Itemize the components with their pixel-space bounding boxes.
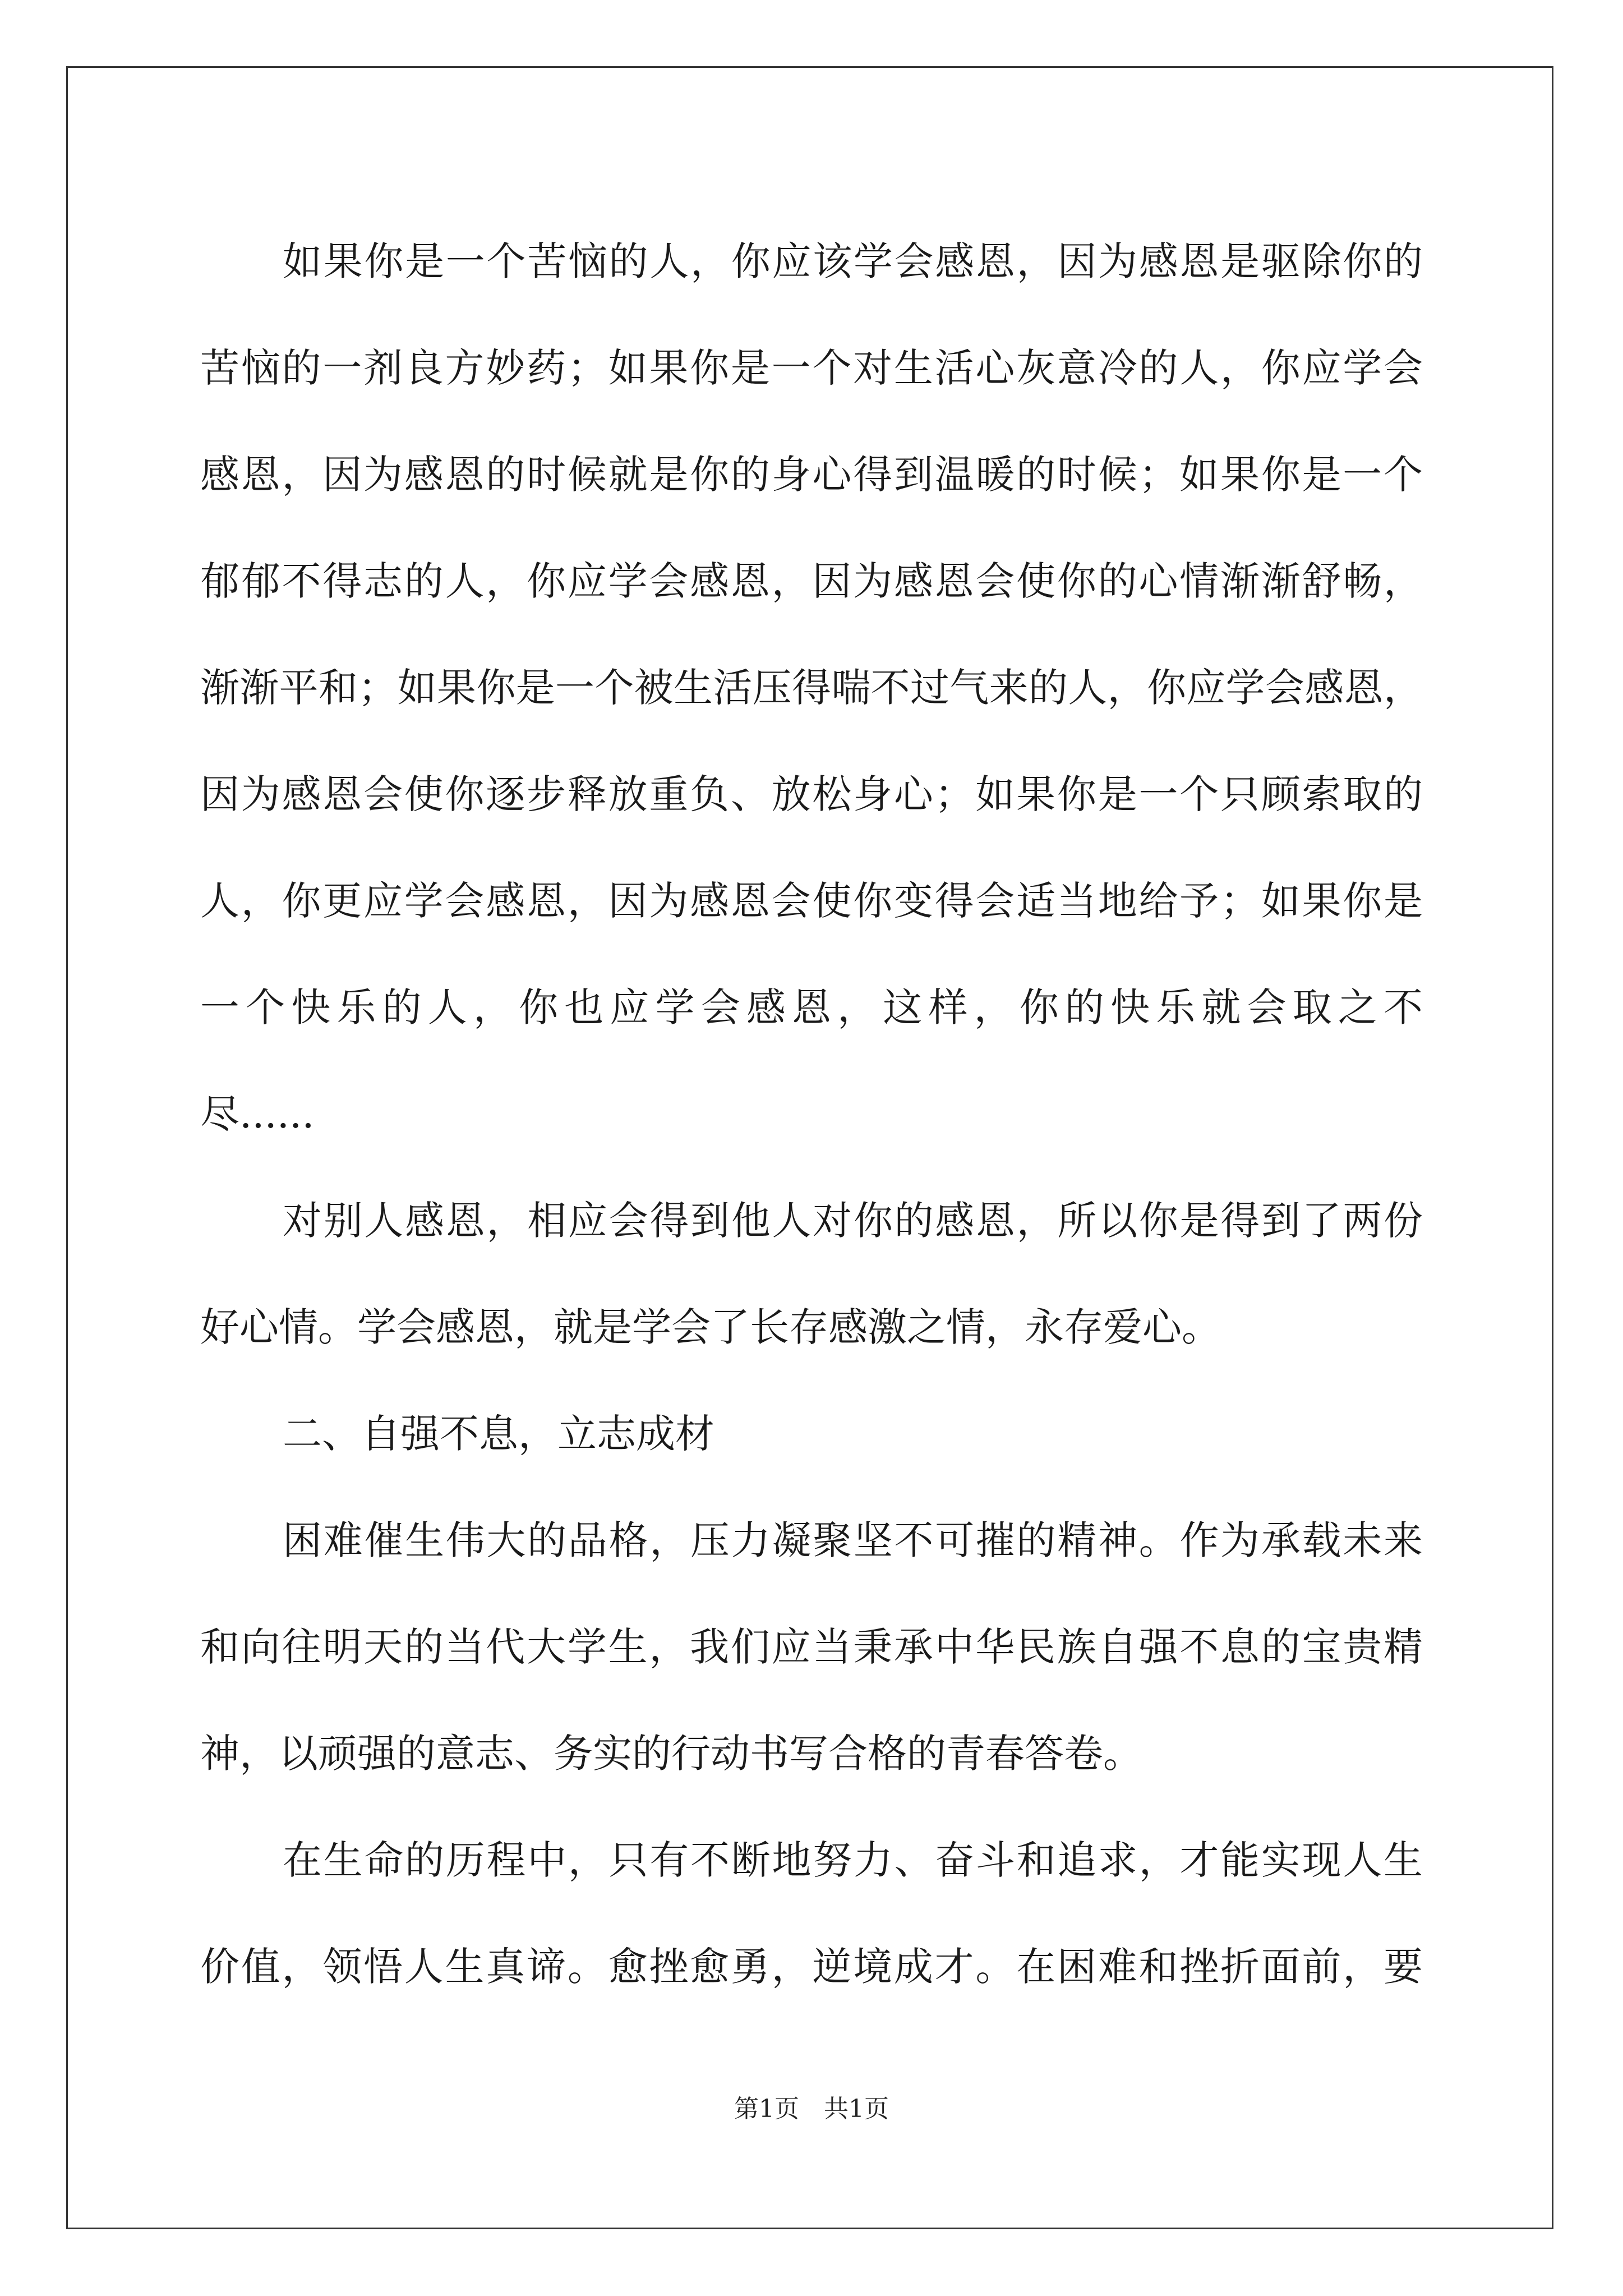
text-line: 对别人感恩，相应会得到他人对你的感恩，所以你是得到了两份 [283, 1198, 1423, 1244]
text-line: 感恩，因为感恩的时候就是你的身心得到温暖的时候；如果你是一个 [200, 452, 1423, 498]
text-line: 人，你更应学会感恩，因为感恩会使你变得会适当地给予；如果你是 [200, 878, 1423, 924]
section-heading: 二、自强不息，立志成材 [283, 1411, 714, 1457]
text-line: 苦恼的一剂良方妙药；如果你是一个对生活心灰意冷的人，你应学会 [200, 345, 1423, 391]
text-line: 渐渐平和；如果你是一个被生活压得喘不过气来的人，你应学会感恩， [200, 665, 1423, 711]
text-line: 在生命的历程中，只有不断地努力、奋斗和追求，才能实现人生 [283, 1837, 1423, 1883]
text-line: 因为感恩会使你逐步释放重负、放松身心；如果你是一个只顾索取的 [200, 771, 1423, 817]
text-line: 神，以顽强的意志、务实的行动书写合格的青春答卷。 [200, 1731, 1142, 1777]
text-line: 一个快乐的人，你也应学会感恩，这样，你的快乐就会取之不 [200, 984, 1423, 1030]
text-line: 好心情。学会感恩，就是学会了长存感激之情，永存爱心。 [200, 1304, 1221, 1350]
text-line: 尽...... [200, 1091, 315, 1137]
text-line: 郁郁不得志的人，你应学会感恩，因为感恩会使你的心情渐渐舒畅， [200, 558, 1423, 604]
text-line: 如果你是一个苦恼的人，你应该学会感恩，因为感恩是驱除你的 [283, 238, 1423, 284]
text-line: 和向往明天的当代大学生，我们应当秉承中华民族自强不息的宝贵精 [200, 1624, 1423, 1670]
text-line: 价值，领悟人生真谛。愈挫愈勇，逆境成才。在困难和挫折面前，要 [200, 1944, 1423, 1990]
text-line: 困难催生伟大的品格，压力凝聚坚不可摧的精神。作为承载未来 [283, 1517, 1423, 1563]
page-number-footer: 第1页 共1页 [734, 2095, 889, 2123]
